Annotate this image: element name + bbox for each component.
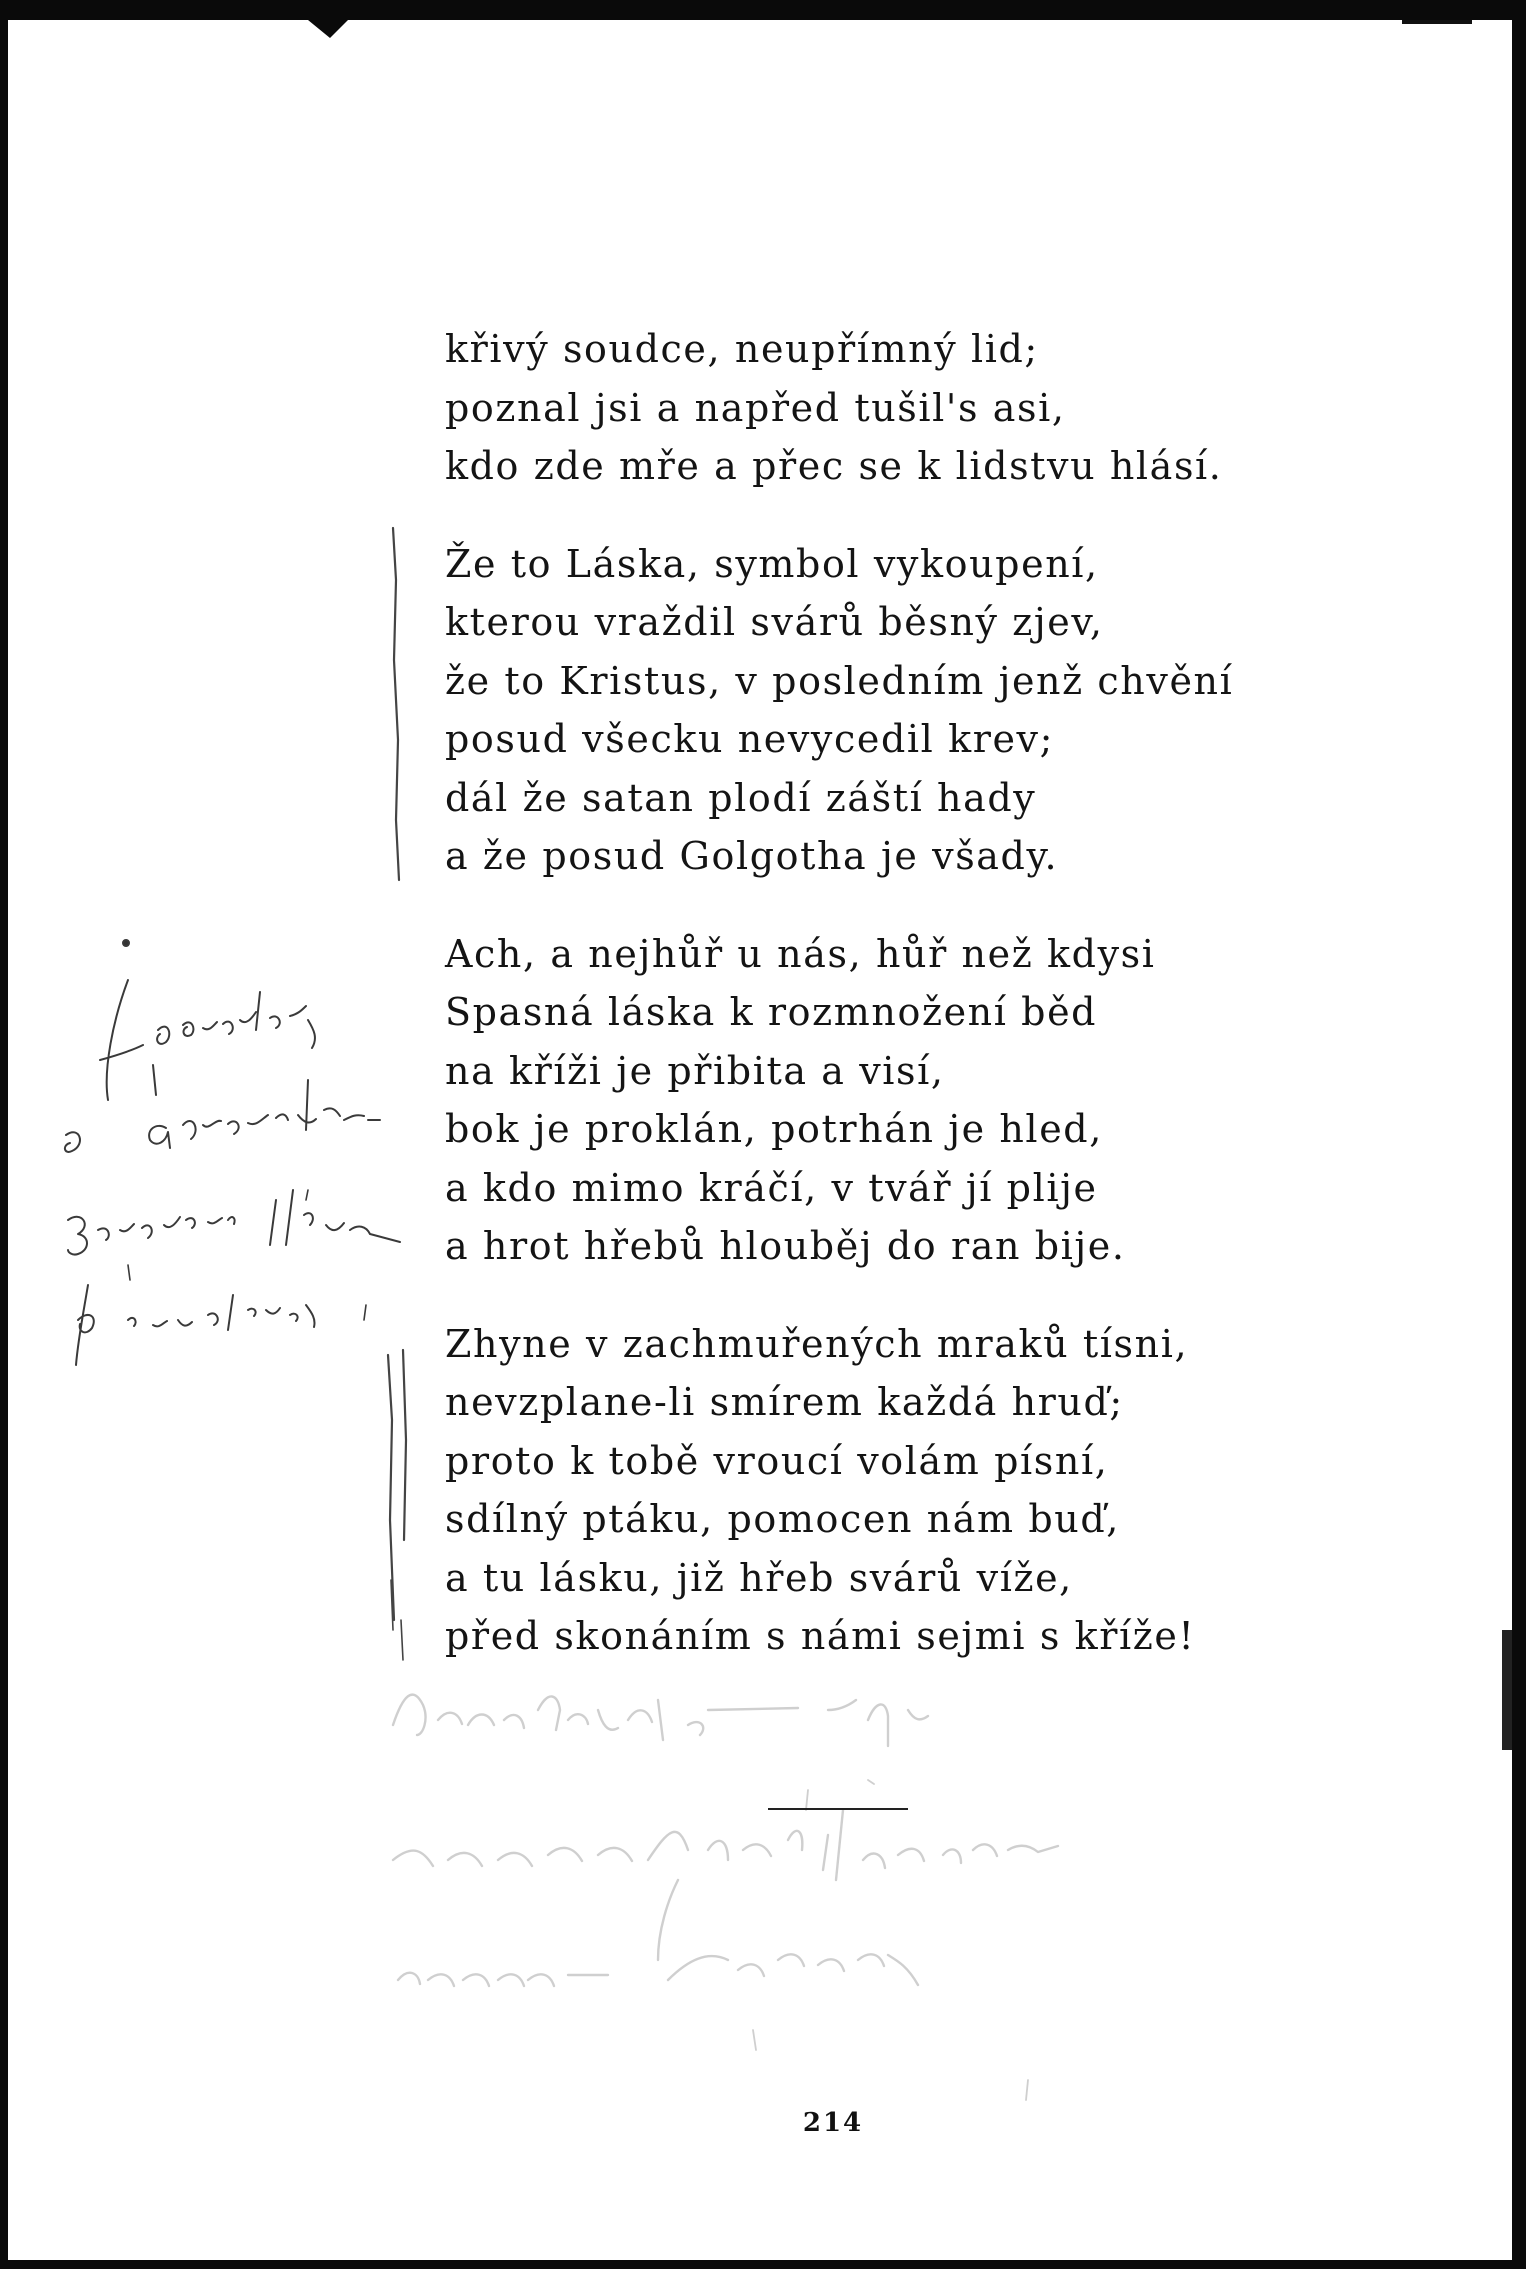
poem-text [445, 320, 1345, 1705]
verse-line: Spasná láska k rozmnožení běd [445, 990, 1098, 1034]
verse-line: kterou vraždil svárů běsný zjev, [445, 600, 1104, 644]
stanza [445, 1315, 1345, 1666]
stanza [445, 535, 1345, 886]
stanza [445, 320, 1345, 496]
verse-line: sdílný ptáku, pomocen nám buď, [445, 1497, 1120, 1541]
verse-line: kdo zde mře a přec se k lidstvu hlásí. [445, 444, 1223, 488]
stanza [445, 925, 1345, 1276]
verse-line: před skonáním s námi sejmi s kříže! [445, 1614, 1196, 1658]
verse-line: proto k tobě vroucí volám písní, [445, 1438, 1109, 1483]
page-number: 214 [802, 2108, 864, 2138]
verse-line: nevzplane-li smírem každá hruď; [445, 1380, 1124, 1424]
scan-edge-notch [308, 20, 348, 38]
verse-line: a kdo mimo kráčí, v tvář jí plije [445, 1165, 1098, 1210]
verse-line: Zhyne v zachmuřených mraků tísni, [445, 1321, 1189, 1366]
section-separator [768, 1808, 908, 1810]
book-page [8, 20, 1512, 2260]
verse-line: posud všecku nevycedil krev; [445, 717, 1055, 761]
verse-line: a hrot hřebů hlouběj do ran bije. [445, 1224, 1126, 1268]
verse-line: že to Kristus, v posledním jenž chvění [445, 658, 1234, 703]
verse-line: Ach, a nejhůř u nás, hůř než kdysi [445, 931, 1156, 976]
verse-line: dál že satan plodí záští hady [445, 775, 1037, 820]
verse-line: na kříži je přibita a visí, [445, 1048, 945, 1093]
scan-edge-mark [1502, 1630, 1512, 1750]
verse-line: křivý soudce, neupřímný lid; [445, 327, 1039, 371]
verse-line: a že posud Golgotha je všady. [445, 834, 1059, 878]
scan-edge-mark [1402, 20, 1472, 24]
verse-line: Že to Láska, symbol vykoupení, [445, 541, 1099, 586]
verse-line: a tu lásku, již hřeb svárů víže, [445, 1555, 1073, 1600]
verse-line: bok je proklán, potrhán je hled, [445, 1107, 1103, 1151]
verse-line: poznal jsi a napřed tušil's asi, [445, 385, 1066, 430]
